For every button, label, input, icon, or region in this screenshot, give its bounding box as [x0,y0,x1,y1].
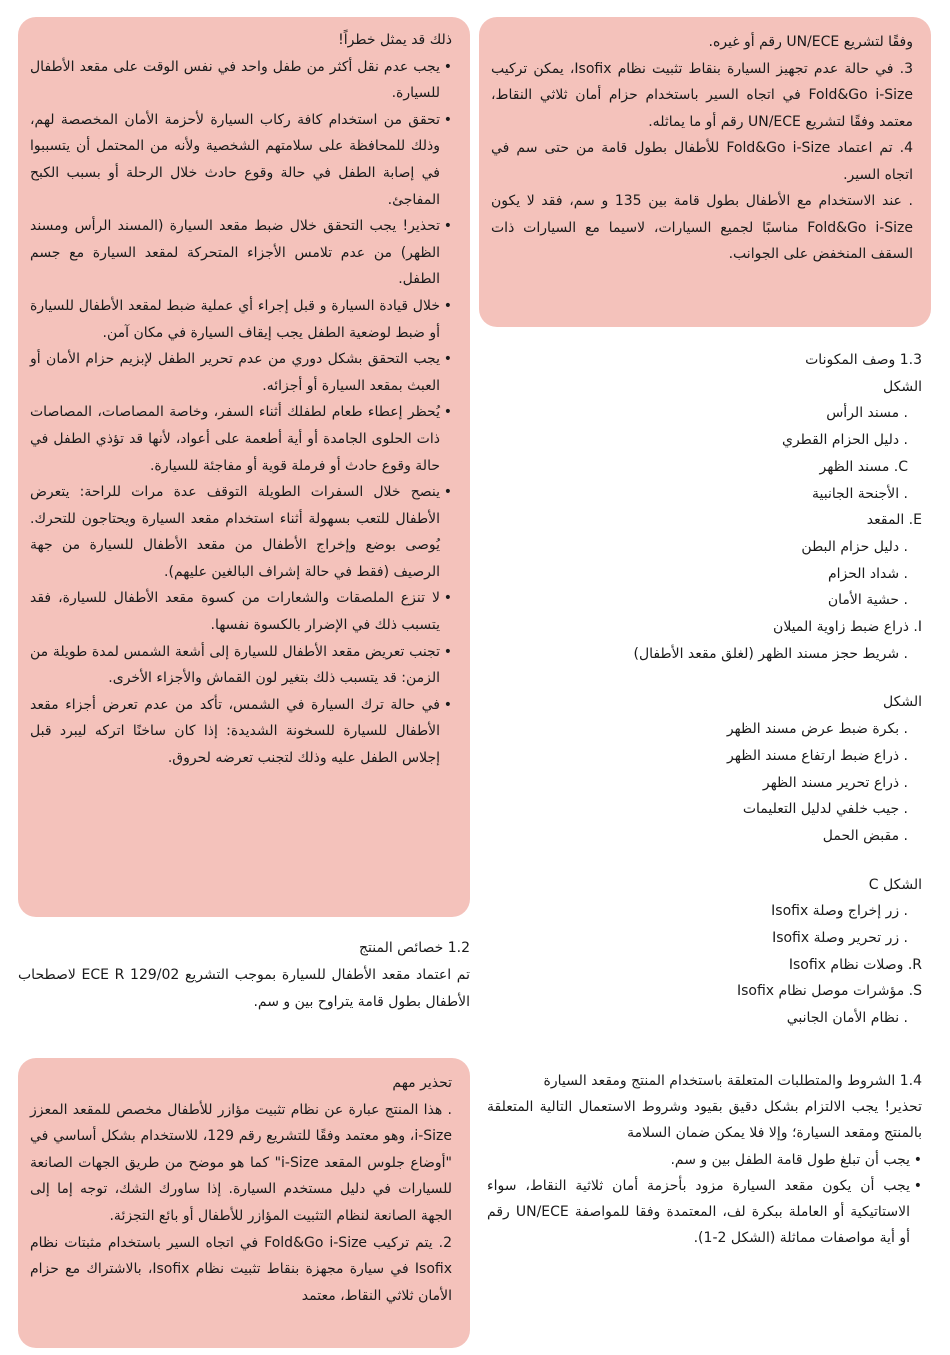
safety-bullet: • في حالة ترك السيارة في الشمس، تأكد من عدم تعرض أجزاء مقعد الأطفال للسيارة للسخونة الشديدة: إذا كان ساخنًا اتركه ليبرد قبل إجلاس الطفل عليه وذلك لتجنب تعرضه لحروق. [30,692,452,772]
component-item: . نظام الأمان الجانبي [786,1010,908,1027]
component-item: . الأجنحة الجانبية [812,485,908,502]
instruction-item-3: 3. في حالة عدم تجهيز السيارة بنقاط تثبيت نظام Isofix، يمكن تركيب Fold&Go i-Size في اتجاه السير باستخدام حزام أمان ثلاثي النقاط، معتمد وفقًا لتشريع UN/ECE رقم أو ما يماثله. [491,60,914,130]
safety-bullet: • تجنب تعريض مقعد الأطفال للسيارة إلى أشعة الشمس لمدة طويلة من الزمن: قد يتسبب ذلك بتغير لون القماش والأجزاء الأخرى. [30,639,452,692]
component-item: . دليل حزام البطن [801,538,908,555]
component-item: . زر تحرير وصلة Isofix [772,930,908,947]
warning-item-1: . هذا المنتج عبارة عن نظام تثبيت مؤازر للأطفال مخصص للمقعد المعزز i-Size، وهو معتمد وفقًا للتشريع رقم 129، للاستخدام بشكل أساسي في "أوضاع جلوس المقعد i-Size" كما هو موضح من طريق الجهات الصانعة للسيارات في دليل مستخدم السيارة. إذا ساورك الشك، توجه إما إلى الجهة الصانعة لنظام التثبيت المؤازر للأطفال أو بائع التجزئة. [30,1101,453,1224]
component-item: E. المقعد [866,512,922,529]
figure-title: الشكل [883,378,922,395]
warning-item-2: 2. يتم تركيب Fold&Go i-Size في اتجاه السير باستخدام مثبتات نظام Isofix في سيارة مجهزة بنقاط تثبيت نظام Isofix، بالاشتراك مع حزام الأمان ثلاثي النقاط، معتمد [30,1234,453,1304]
safety-bullet: • يُحظر إعطاء طعام لطفلك أثناء السفر، وخاصة المصاصات، المصاصات ذات الحلوى الجامدة أو أية أطعمة على أعواد، لأنها قد تؤذي الطفل في حالة وقوع حادث أو فرملة قوية أو مفاجئة للسيارة. [30,399,452,479]
box-line: ذلك قد يمثل خطراً! [338,32,452,48]
condition-bullet: • يجب أن تبلغ طول قامة الطفل بين و سم. [487,1147,922,1173]
component-item: . زر إخراج وصلة Isofix [771,903,908,920]
figure-title: الشكل C [868,876,922,893]
component-item: I. ذراع ضبط زاوية الميلان [773,619,922,636]
left-top-box [18,17,470,917]
safety-bullet: • يجب التحقق بشكل دوري من عدم تحرير الطفل لإبزيم حزام الأمان أو العبث بمقعد السيارة أو أجزائه. [30,346,452,399]
component-item: . شداد الحزام [827,565,908,582]
section-heading: 1.4 الشروط والمتطلبات المتعلقة باستخدام المنتج ومقعد السيارة [543,1073,922,1089]
figure-title: الشكل [883,694,922,711]
instruction-item-4: 4. تم اعتماد Fold&Go i-Size للأطفال بطول قامة من حتى سم في اتجاه السير. [491,140,914,183]
component-item: . شريط حجز مسند الظهر (لغلق مقعد الأطفال) [633,645,908,662]
features-section [18,935,470,1016]
component-item: S. مؤشرات موصل نظام Isofix [736,983,922,1000]
left-bottom-box [18,1058,470,1348]
safety-bullet: • لا تنزع الملصقات والشعارات من كسوة مقعد الأطفال للسيارة، فقد يتسبب ذلك في الإضرار بالكسوة نفسها. [30,585,452,638]
component-item: . بكرة ضبط عرض مسند الظهر [726,721,908,738]
component-item: . ذراع ضبط ارتفاع مسند الظهر [727,747,908,764]
component-item: . دليل الحزام القطري [781,432,908,449]
safety-bullet: • تحذير! يجب التحقق خلال ضبط مقعد السيارة (المسند الرأس ومسند الظهر) من عدم تلامس الأجزاء المتحركة لمقعد السيارة مع جسم الطفل. [30,213,452,293]
component-item: R. وصلات نظام Isofix [788,956,922,973]
components-section [560,347,922,1032]
safety-bullet: • تحقق من استخدام كافة ركاب السيارة لأحزمة الأمان المخصصة لهم، وذلك للمحافظة على سلامتهم الشخصية ولأنه من المحتمل أن يتسببوا في إصابة الطفل في حالة وقوع حادث خلال الرحلة أو بسبب الكبح المفاجئ. [30,107,452,213]
component-item: . جيب خلفي لدليل التعليمات [742,801,908,818]
component-item: C. مسند الظهر [819,458,908,475]
section-heading: 1.2 خصائص المنتج [358,940,470,956]
component-item: . مقبض الحمل [822,827,908,844]
box-line: وفقًا لتشريع UN/ECE رقم أو غيره. [708,34,913,50]
component-item: . ذراع تحرير مسند الظهر [762,774,908,791]
conditions-section [487,1068,922,1251]
features-text: تم اعتماد مقعد الأطفال للسيارة بموجب التشريع ECE R 129/02 لاصطحاب الأطفال بطول قامة يتراوح بين و سم. [18,967,470,1010]
component-item: . حشية الأمان [827,592,908,609]
section-heading: 1.3 وصف المكونات [805,352,922,368]
warning-text: تحذير! يجب الالتزام بشكل دقيق بقيود وشروط الاستعمال التالية المتعلقة بالمنتج ومقعد السيارة؛ وإلا فلا يمكن ضمان السلامة [487,1099,922,1142]
safety-bullet: • يجب عدم نقل أكثر من طفل واحد في نفس الوقت على مقعد الأطفال للسيارة. [30,54,452,107]
condition-bullet: • يجب أن يكون مقعد السيارة مزود بأحزمة أمان ثلاثية النقاط، سواء الاستاتيكية أو العاملة ببكرة لف، المعتمدة وفقا للمواصفة UN/ECE رقم أو أية مواصفات مماثلة (الشكل 2-1). [487,1173,922,1252]
safety-bullet: • خلال قيادة السيارة و قبل إجراء أي عملية ضبط لمقعد الأطفال للسيارة أو ضبط لوضعية الطفل يجب إيقاف السيارة في مكان آمن. [30,293,452,346]
height-note: . عند الاستخدام مع الأطفال بطول قامة بين 135 و سم، فقد لا يكون Fold&Go i-Size مناسبًا لجميع السيارات، لاسيما مع السيارات ذات السقف المنخفض على الجوانب. [491,193,914,262]
safety-bullet: • ينصح خلال السفرات الطويلة التوقف عدة مرات للراحة: يتعرض الأطفال للتعب بسهولة أثناء استخدام مقعد السيارة ويحتاجون للتحرك. يُوصى بوضع وإخراج الأطفال من مقعد الأطفال للسيارة من جهة الرصيف (فقط في حالة إشراف البالغين عليهم). [30,479,452,585]
box-heading: تحذير مهم [392,1075,452,1091]
right-top-box [479,17,931,327]
component-item: . مسند الرأس [826,405,908,422]
